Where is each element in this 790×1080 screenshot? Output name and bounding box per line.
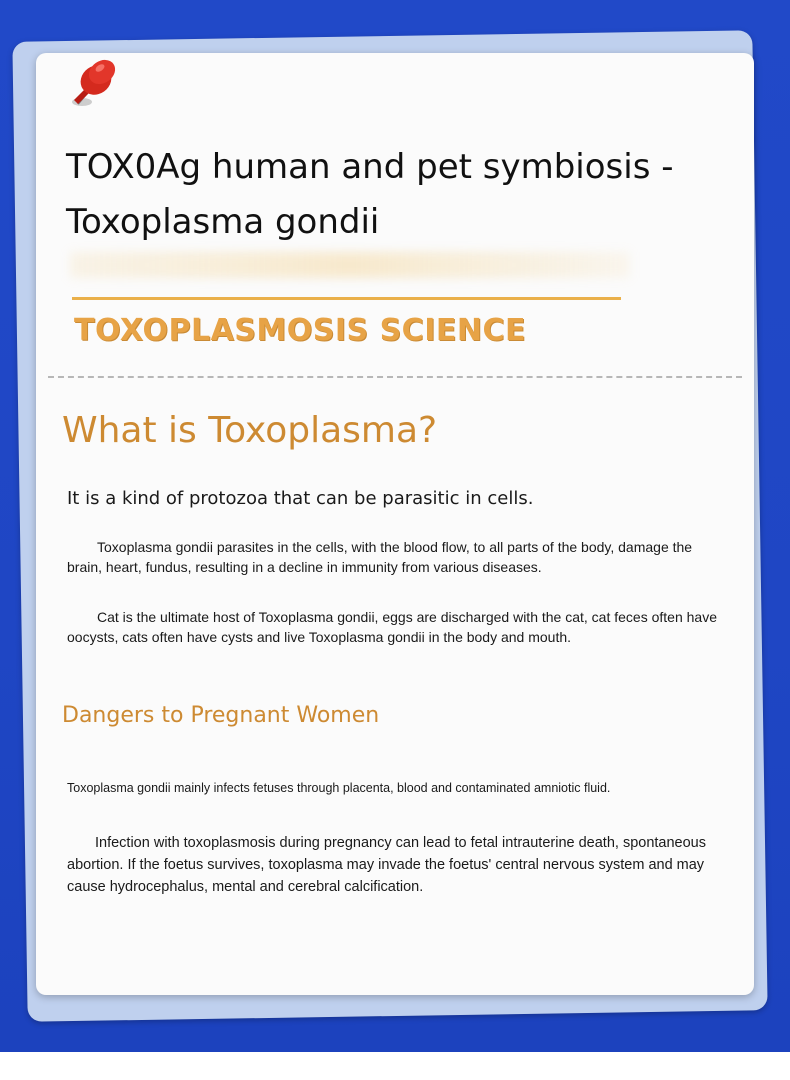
document-title: TOX0Ag human and pet symbiosis - Toxoplasma gondii <box>66 147 674 242</box>
what-is-paragraph-1: Toxoplasma gondii parasites in the cells, with the blood flow, to all parts of the body, damage the brain, heart, fundus, resulting in a decline in immunity from various diseases. <box>67 539 693 575</box>
blurred-decoration <box>70 252 630 278</box>
dangers-summary: Toxoplasma gondii mainly infects fetuses through placenta, blood and contaminated amniotic fluid. <box>67 781 611 795</box>
dangers-heading: Dangers to Pregnant Women <box>62 703 380 728</box>
dangers-paragraph: Infection with toxoplasmosis during pregnancy can lead to fetal intrauterine death, spontaneous abortion. If the foetus survives, toxoplasma may invade the foetus' central nervous system and may cause hydrocephalus, mental and cerebral calcification. <box>67 835 706 895</box>
what-is-lead: It is a kind of protozoa that can be parasitic in cells. <box>67 488 534 509</box>
push-pin-icon <box>60 52 126 118</box>
what-is-paragraph-2: Cat is the ultimate host of Toxoplasma gondii, eggs are discharged with the cat, cat feces often have oocysts, cats often have cysts and live Toxoplasma gondii in the body and mouth. <box>67 609 717 645</box>
dashed-divider <box>48 376 742 378</box>
what-is-heading: What is Toxoplasma? <box>62 410 438 451</box>
gold-divider <box>72 297 621 300</box>
section-label: TOXOPLASMOSIS SCIENCE <box>74 313 526 348</box>
